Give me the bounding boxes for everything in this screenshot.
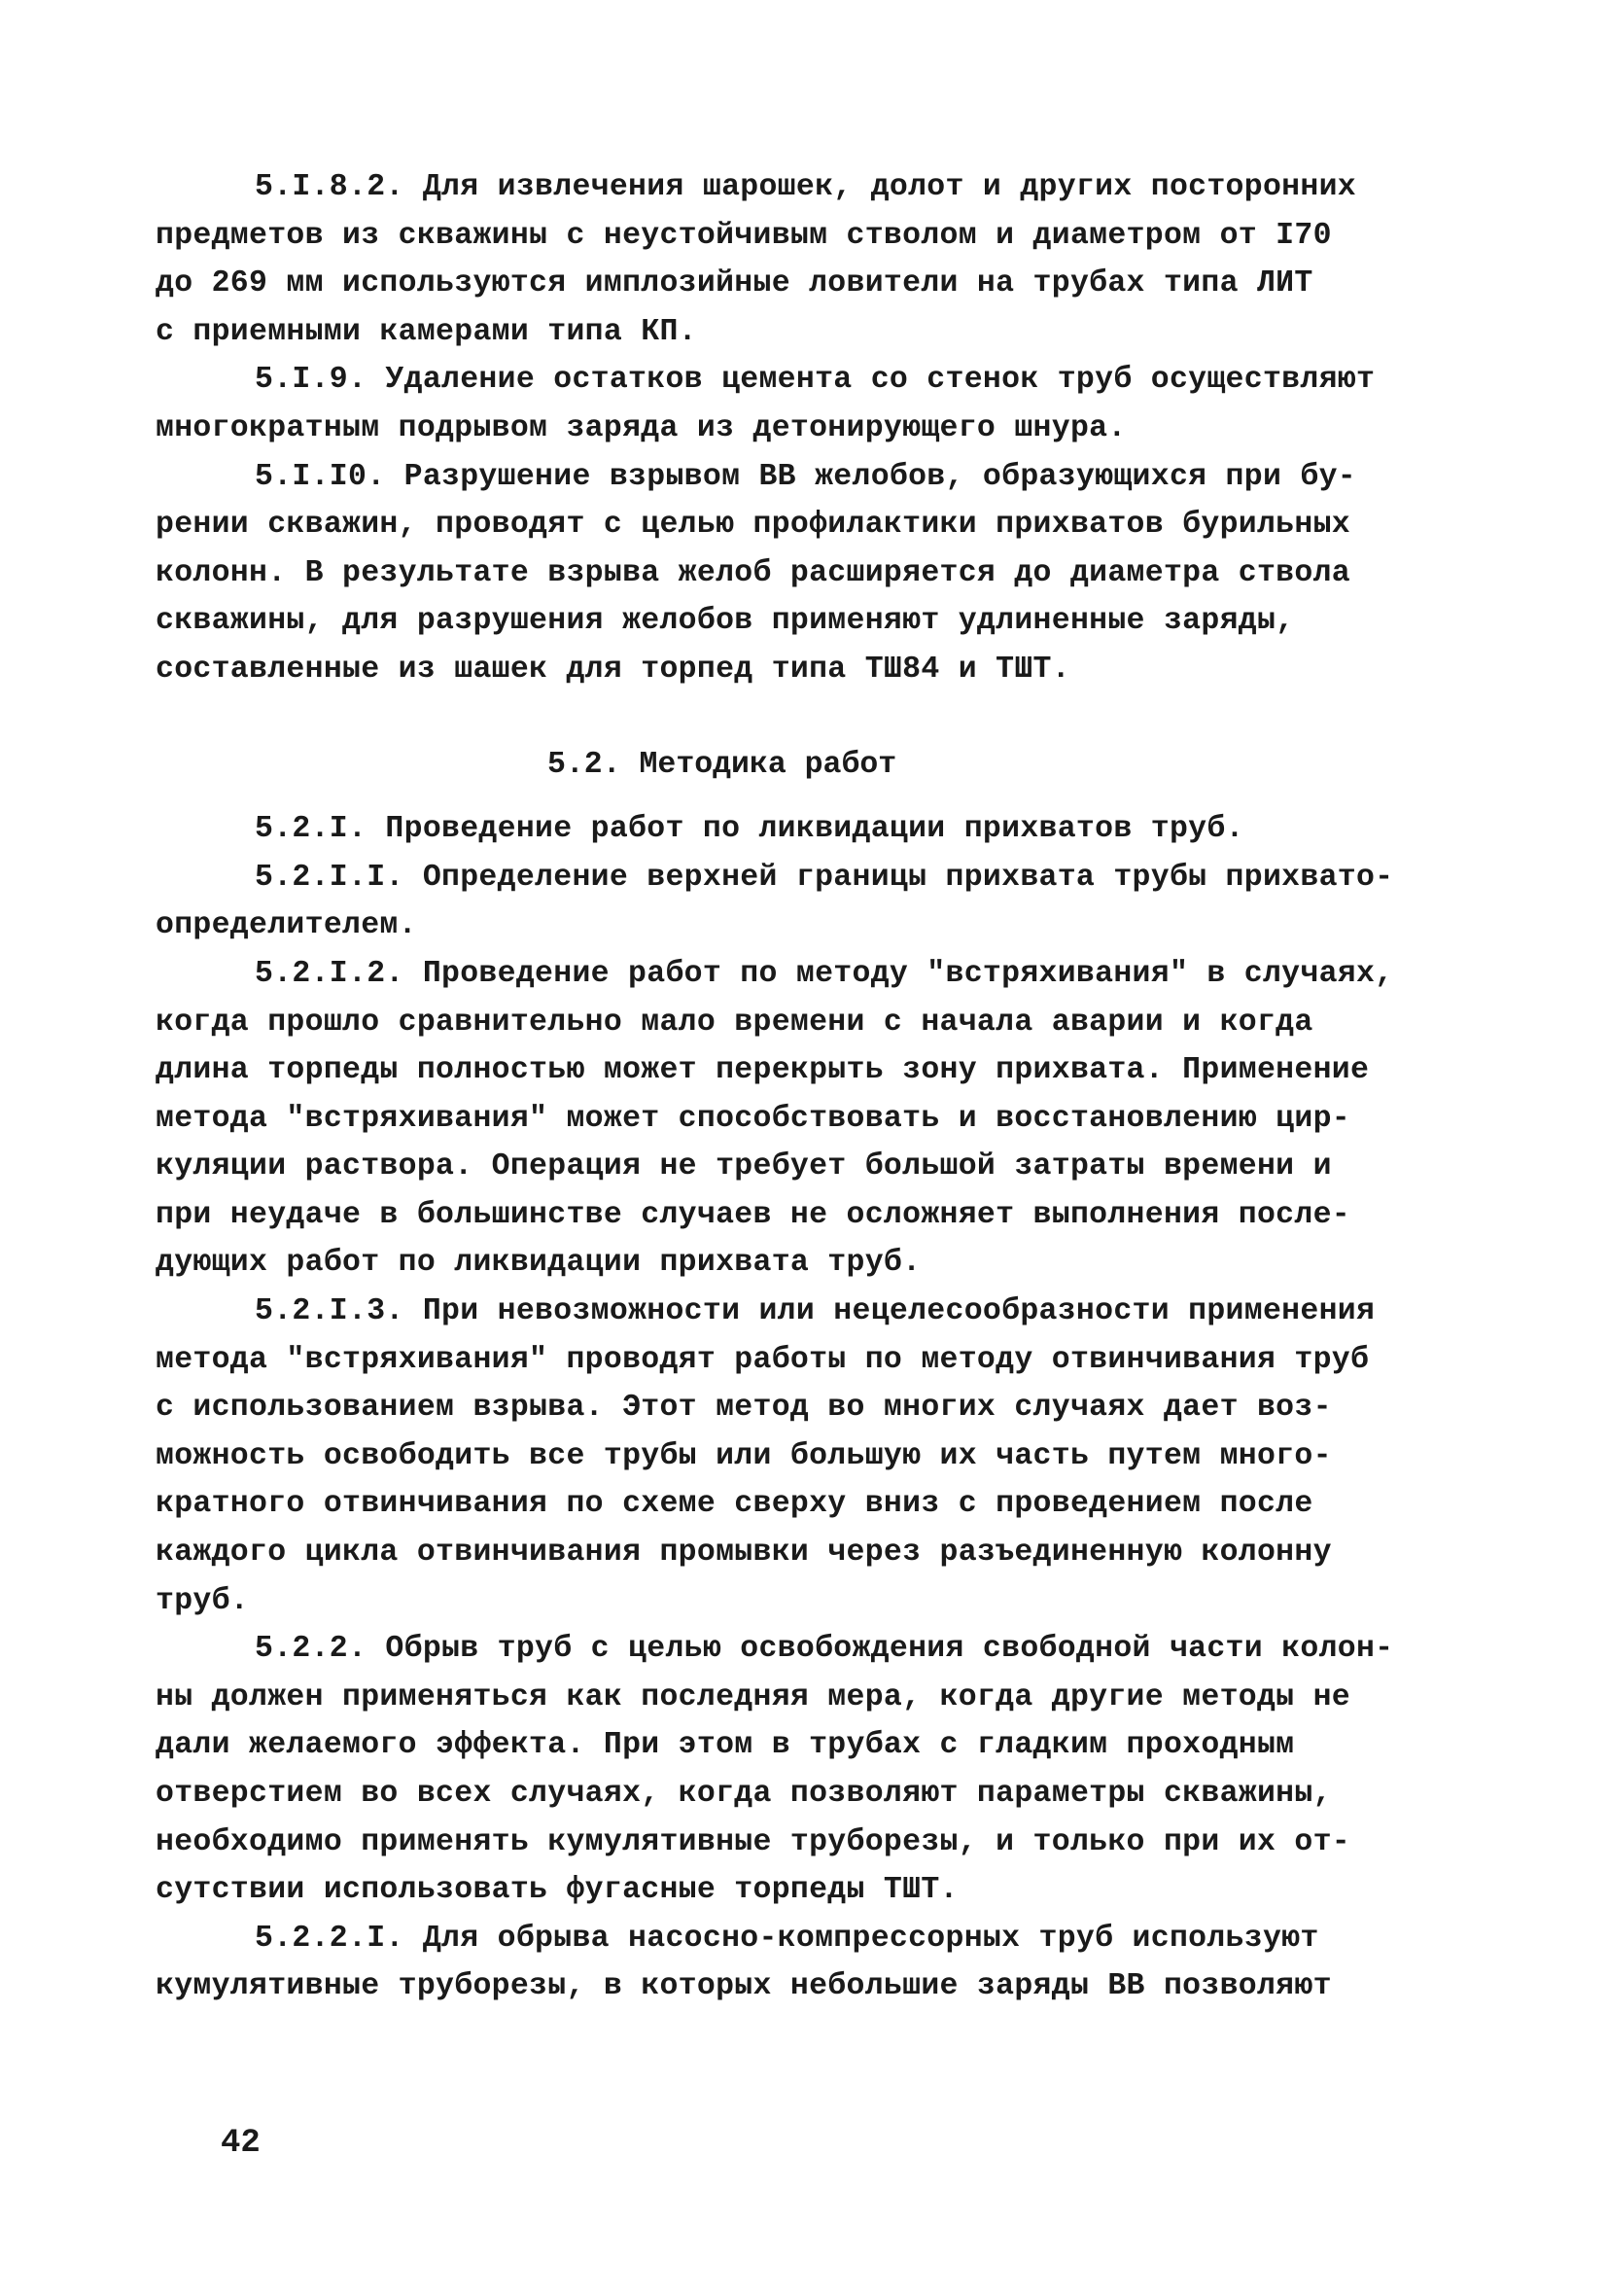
text-line: 5.2.2.I. Для обрыва насосно-компрессорных труб используют	[255, 1921, 1319, 1956]
text-line: длина торпеды полностью может перекрыть зону прихвата. Применение	[156, 1053, 1370, 1088]
text-line: скважины, для разрушения желобов применяют удлиненные заряды,	[156, 604, 1295, 639]
text-line: сутствии использовать фугасные торпеды ТШТ.	[156, 1873, 959, 1908]
text-line: метода "встряхивания" проводят работы по методу отвинчивания труб	[156, 1342, 1370, 1377]
text-line: отверстием во всех случаях, когда позволяют параметры скважины,	[156, 1777, 1332, 1811]
page-number: 42	[221, 2125, 261, 2162]
text-line: кумулятивные труборезы, в которых небольшие заряды ВВ позволяют	[156, 1969, 1332, 2004]
text-line: 5.I.9. Удаление остатков цемента со стенок труб осуществляют	[255, 363, 1376, 398]
section-heading: 5.2. Методика работ	[547, 747, 897, 782]
text-line: 5.2.I.3. При невозможности или нецелесообразности применения	[255, 1294, 1376, 1329]
text-line: метода "встряхивания" может способствовать и восстановлению цир-	[156, 1101, 1350, 1136]
text-line: рении скважин, проводят с целью профилактики прихватов бурильных	[156, 508, 1350, 543]
text-line: когда прошло сравнительно мало времени с начала аварии и когда	[156, 1005, 1313, 1040]
text-line: 5.I.8.2. Для извлечения шарошек, долот и других посторонних	[255, 170, 1356, 204]
text-line: дали желаемого эффекта. При этом в трубах с гладким проходным	[156, 1728, 1295, 1763]
text-line: дующих работ по ликвидации прихвата труб.	[156, 1246, 922, 1281]
text-line: определителем.	[156, 908, 417, 943]
text-line: труб.	[156, 1583, 250, 1618]
document-body	[156, 163, 1478, 2011]
text-line: необходимо применять кумулятивные труборезы, и только при их от-	[156, 1824, 1350, 1859]
text-line: колонн. В результате взрыва желоб расширяется до диаметра ствола	[156, 555, 1350, 590]
text-line: многократным подрывом заряда из детонирующего шнура.	[156, 410, 1127, 445]
text-line: можность освободить все трубы или большую их часть путем много-	[156, 1438, 1332, 1473]
text-line: составленные из шашек для торпед типа ТШ84 и ТШТ.	[156, 652, 1070, 687]
text-line: каждого цикла отвинчивания промывки через разъединенную колонну	[156, 1536, 1332, 1571]
text-line: 5.2.I.2. Проведение работ по методу "встряхивания" в случаях,	[255, 956, 1394, 991]
text-line: предметов из скважины с неустойчивым стволом и диаметром от I70	[156, 218, 1332, 253]
text-line: 5.I.I0. Разрушение взрывом ВВ желобов, образующихся при бу-	[255, 459, 1356, 494]
text-line: 5.2.2. Обрыв труб с целью освобождения свободной части колон-	[255, 1632, 1394, 1667]
text-line: при неудаче в большинстве случаев не осложняет выполнения после-	[156, 1197, 1350, 1232]
text-line: ны должен применяться как последняя мера, когда другие методы не	[156, 1679, 1350, 1714]
text-line: с приемными камерами типа КП.	[156, 314, 697, 349]
text-line: 5.2.I.I. Определение верхней границы прихвата трубы прихвато-	[255, 860, 1394, 895]
text-line: с использованием взрыва. Этот метод во многих случаях дает воз-	[156, 1391, 1332, 1426]
text-line: 5.2.I. Проведение работ по ликвидации прихватов труб.	[255, 812, 1244, 847]
text-line: кратного отвинчивания по схеме сверху вниз с проведением после	[156, 1487, 1313, 1522]
text-line: до 269 мм используются имплозийные ловители на трубах типа ЛИТ	[156, 266, 1313, 301]
text-line: куляции раствора. Операция не требует большой затраты времени и	[156, 1149, 1332, 1184]
